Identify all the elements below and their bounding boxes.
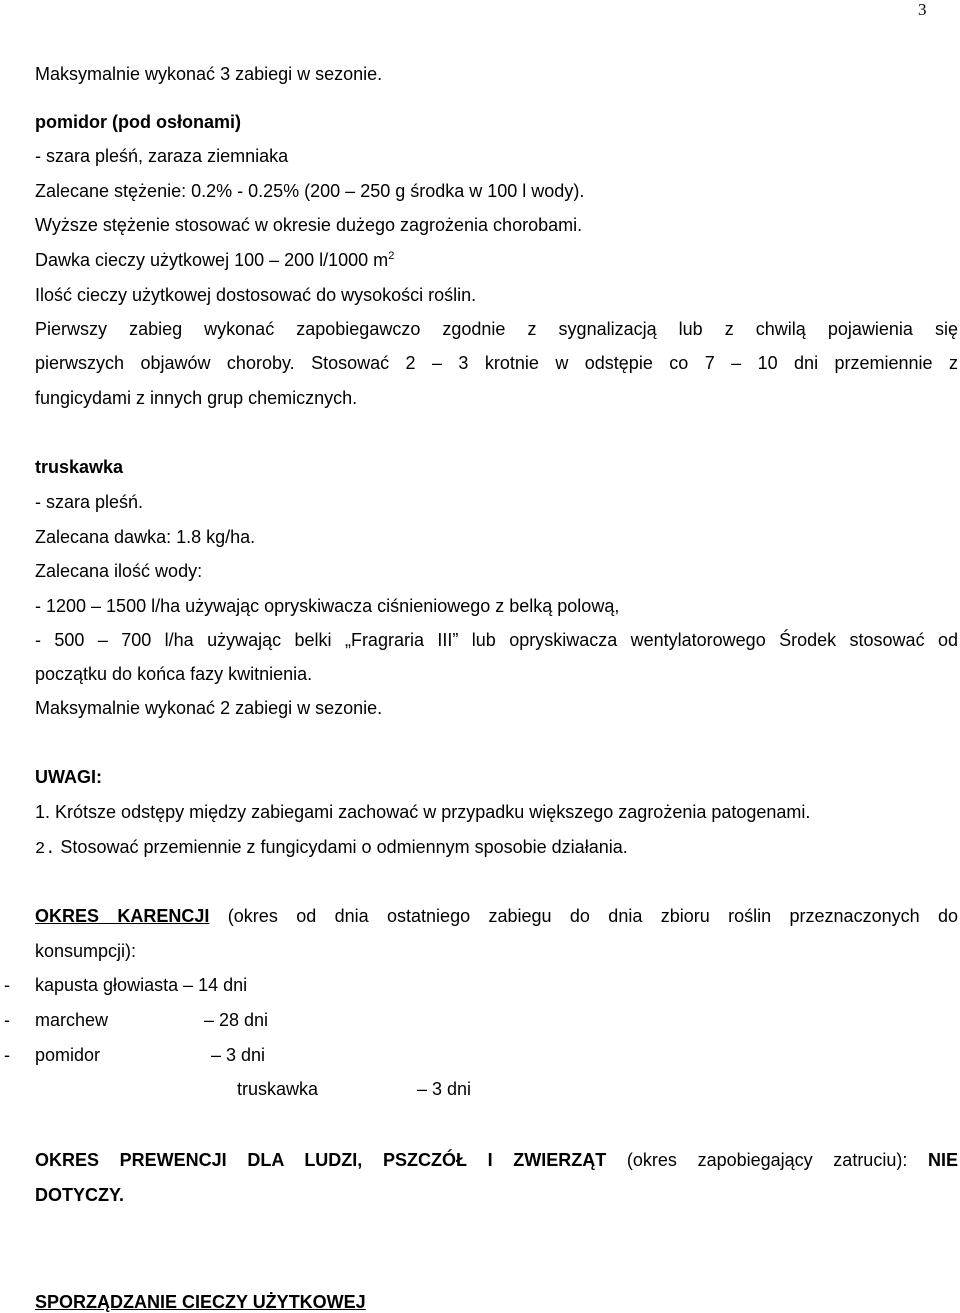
page-number: 3	[918, 0, 927, 19]
prewencja-heading: OKRES PREWENCJI DLA LUDZI, PSZCZÓŁ I ZWIERZĄT	[35, 1150, 607, 1170]
tomato-dose-text: Dawka cieczy użytkowej 100 – 200 l/1000 m	[35, 250, 389, 270]
karencja-item-strawberry-days: – 3 dni	[417, 1079, 472, 1099]
tomato-high-concentration: Wyższe stężenie stosować w okresie dużego zagrożenia chorobami.	[35, 215, 583, 235]
prewencja-value-start: NIE	[927, 1150, 958, 1170]
note-2-number: 2.	[35, 840, 56, 859]
karencja-line	[35, 905, 958, 927]
note-1-text: Krótsze odstępy między zabiegami zachować w przypadku większego zagrożenia patogenami.	[55, 802, 811, 822]
karencja-item-2-dash: -	[4, 1010, 10, 1030]
strawberry-water-2: - 500 – 700 l/ha używając belki „Fragraria III” lub opryskiwacza wentylatorowego Środek stosować od	[35, 630, 958, 650]
karencja-description: (okres od dnia ostatniego zabiegu do dnia zbioru roślin przeznaczonych do	[209, 906, 959, 926]
prewencja-description: (okres zapobiegający zatruciu):	[606, 1150, 928, 1170]
strawberry-dose: Zalecana dawka: 1.8 kg/ha.	[35, 527, 256, 547]
notes-heading: UWAGI:	[35, 767, 102, 787]
tomato-first-treatment-line-2	[35, 352, 958, 374]
prewencja-line	[35, 1149, 958, 1171]
tomato-amount: Ilość cieczy użytkowej dostosować do wysokości roślin.	[35, 285, 477, 305]
strawberry-water-1: - 1200 – 1500 l/ha używając opryskiwacza ciśnieniowego z belką polową,	[35, 596, 620, 616]
strawberry-water-3: początku do końca fazy kwitnienia.	[35, 664, 313, 684]
karencja-item-carrot-days: – 28 dni	[204, 1010, 269, 1030]
karencja-item-1-dash: -	[4, 975, 10, 995]
note-2-text: Stosować przemiennie z fungicydami o odmiennym sposobie działania.	[60, 837, 628, 857]
karencja-item-strawberry-crop: truskawka	[237, 1079, 319, 1099]
karencja-item-3-dash: -	[4, 1045, 10, 1065]
note-2	[35, 836, 628, 861]
max-treatments-line: Maksymalnie wykonać 3 zabiegi w sezonie.	[35, 64, 383, 84]
strawberry-disease: - szara pleśń.	[35, 492, 144, 512]
note-1	[35, 801, 810, 823]
tomato-first-treatment-line-1: Pierwszy zabieg wykonać zapobiegawczo zgodnie z sygnalizacją lub z chwilą pojawienia się	[35, 319, 958, 339]
karencja-item-tomato-days: – 3 dni	[211, 1045, 266, 1065]
tomato-heading: pomidor (pod osłonami)	[35, 112, 241, 132]
prewencja-value-end: DOTYCZY.	[35, 1185, 125, 1205]
tomato-first-treatment-line-3: fungicydami z innych grup chemicznych.	[35, 388, 358, 408]
tomato-concentration: Zalecane stężenie: 0.2% - 0.25% (200 – 250 g środka w 100 l wody).	[35, 181, 585, 201]
tomato-dose	[35, 249, 394, 271]
karencja-continuation: konsumpcji):	[35, 941, 137, 961]
karencja-item-cabbage: kapusta głowiasta – 14 dni	[35, 975, 248, 995]
strawberry-heading: truskawka	[35, 457, 124, 477]
karencja-heading: OKRES KARENCJI	[35, 906, 210, 926]
note-1-number: 1.	[35, 802, 51, 822]
tomato-diseases: - szara pleśń, zaraza ziemniaka	[35, 146, 289, 166]
strawberry-max-treatments: Maksymalnie wykonać 2 zabiegi w sezonie.	[35, 698, 383, 718]
karencja-item-tomato-crop: pomidor	[35, 1045, 101, 1065]
spray-preparation-heading: SPORZĄDZANIE CIECZY UŻYTKOWEJ	[35, 1292, 366, 1312]
strawberry-water-heading: Zalecana ilość wody:	[35, 561, 203, 581]
tomato-first-treatment-2a: pierwszych objawów choroby.	[35, 353, 295, 373]
tomato-dose-superscript: 2	[388, 250, 395, 262]
karencja-item-carrot-crop: marchew	[35, 1010, 109, 1030]
tomato-first-treatment-2b: Stosować 2 – 3 krotnie w odstępie co 7 – 10 dni przemiennie z	[294, 353, 958, 373]
